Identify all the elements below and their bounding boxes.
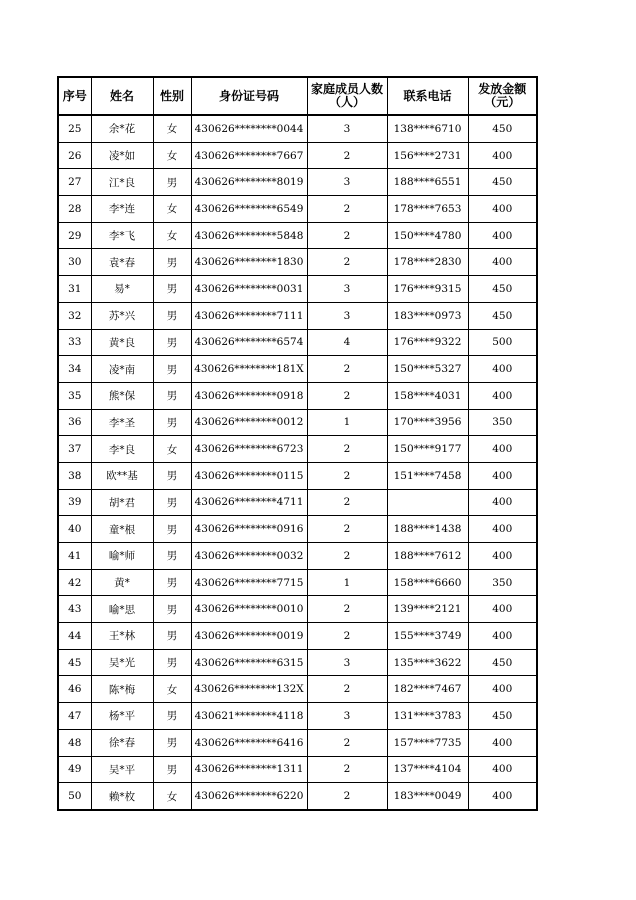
row-phone-cell: 158****6660 [387,569,468,596]
row-household-size-cell: 2 [307,623,387,650]
table-row [58,142,537,169]
row-gender-cell: 男 [153,516,191,543]
row-index-cell: 32 [58,302,91,329]
row-name-cell: 黄*良 [91,329,153,356]
row-id-number-cell: 430626********132X [191,676,307,703]
row-phone-cell: 138****6710 [387,115,468,142]
row-phone-cell: 170****3956 [387,409,468,436]
row-name-cell: 易* [91,276,153,303]
row-amount-cell: 400 [468,462,537,489]
row-name-cell: 苏*兴 [91,302,153,329]
row-amount-cell: 450 [468,169,537,196]
row-amount-cell: 350 [468,569,537,596]
table-row [58,489,537,516]
row-id-number-cell: 430626********6315 [191,649,307,676]
row-index-cell: 38 [58,462,91,489]
row-household-size-cell: 3 [307,169,387,196]
row-gender-cell: 女 [153,676,191,703]
table-row [58,356,537,383]
column-header-phone: 联系电话 [387,77,468,115]
row-amount-cell: 400 [468,489,537,516]
row-amount-cell: 400 [468,222,537,249]
roster-body [58,115,537,810]
row-amount-cell: 400 [468,382,537,409]
table-row [58,462,537,489]
table-row [58,756,537,783]
row-id-number-cell: 430626********0012 [191,409,307,436]
table-row [58,676,537,703]
row-index-cell: 31 [58,276,91,303]
row-gender-cell: 男 [153,543,191,570]
row-id-number-cell: 430626********0918 [191,382,307,409]
row-phone-cell: 137****4104 [387,756,468,783]
row-index-cell: 40 [58,516,91,543]
table-row [58,115,537,142]
row-phone-cell: 150****4780 [387,222,468,249]
row-id-number-cell: 430626********1311 [191,756,307,783]
row-gender-cell: 男 [153,756,191,783]
row-household-size-cell: 2 [307,222,387,249]
row-amount-cell: 450 [468,649,537,676]
table-row [58,543,537,570]
row-amount-cell: 400 [468,783,537,810]
row-name-cell: 杨*平 [91,703,153,730]
column-header-index: 序号 [58,77,91,115]
row-id-number-cell: 430626********181X [191,356,307,383]
row-phone-cell: 176****9315 [387,276,468,303]
row-name-cell: 童*根 [91,516,153,543]
row-amount-cell: 400 [468,356,537,383]
table-row [58,169,537,196]
row-household-size-cell: 2 [307,516,387,543]
row-gender-cell: 女 [153,142,191,169]
row-id-number-cell: 430626********0019 [191,623,307,650]
row-id-number-cell: 430621********4118 [191,703,307,730]
roster-table [57,76,538,811]
row-index-cell: 28 [58,196,91,223]
row-phone-cell: 150****5327 [387,356,468,383]
table-row [58,649,537,676]
row-gender-cell: 男 [153,729,191,756]
row-name-cell: 李*圣 [91,409,153,436]
row-household-size-cell: 2 [307,436,387,463]
row-phone-cell: 158****4031 [387,382,468,409]
row-phone-cell: 135****3622 [387,649,468,676]
row-id-number-cell: 430626********6220 [191,783,307,810]
row-household-size-cell: 2 [307,249,387,276]
table-row [58,222,537,249]
row-phone-cell: 178****2830 [387,249,468,276]
row-gender-cell: 男 [153,276,191,303]
row-phone-cell: 182****7467 [387,676,468,703]
row-amount-cell: 400 [468,756,537,783]
row-index-cell: 41 [58,543,91,570]
row-id-number-cell: 430626********6574 [191,329,307,356]
row-gender-cell: 男 [153,249,191,276]
row-household-size-cell: 3 [307,703,387,730]
row-household-size-cell: 2 [307,783,387,810]
row-id-number-cell: 430626********0044 [191,115,307,142]
table-row [58,409,537,436]
row-amount-cell: 400 [468,249,537,276]
row-amount-cell: 450 [468,302,537,329]
row-household-size-cell: 2 [307,382,387,409]
column-header-household-size: 家庭成员人数（人） [307,77,387,115]
row-amount-cell: 400 [468,676,537,703]
row-id-number-cell: 430626********0031 [191,276,307,303]
row-gender-cell: 男 [153,169,191,196]
row-index-cell: 27 [58,169,91,196]
row-amount-cell: 400 [468,196,537,223]
row-name-cell: 李*连 [91,196,153,223]
row-index-cell: 35 [58,382,91,409]
table-row [58,436,537,463]
table-row [58,596,537,623]
row-household-size-cell: 1 [307,569,387,596]
row-phone-cell: 151****7458 [387,462,468,489]
row-household-size-cell: 2 [307,596,387,623]
row-gender-cell: 男 [153,356,191,383]
row-id-number-cell: 430626********5848 [191,222,307,249]
row-phone-cell: 176****9322 [387,329,468,356]
row-phone-cell: 131****3783 [387,703,468,730]
table-row [58,302,537,329]
row-name-cell: 陈*梅 [91,676,153,703]
header-row [58,77,537,115]
row-id-number-cell: 430626********6549 [191,196,307,223]
row-gender-cell: 女 [153,783,191,810]
table-row [58,516,537,543]
row-name-cell: 黄* [91,569,153,596]
row-index-cell: 44 [58,623,91,650]
row-gender-cell: 男 [153,329,191,356]
row-amount-cell: 400 [468,436,537,463]
row-index-cell: 36 [58,409,91,436]
row-name-cell: 熊*保 [91,382,153,409]
row-id-number-cell: 430626********0916 [191,516,307,543]
row-amount-cell: 400 [468,516,537,543]
table-row [58,703,537,730]
row-name-cell: 凌*南 [91,356,153,383]
row-household-size-cell: 2 [307,356,387,383]
row-index-cell: 43 [58,596,91,623]
row-gender-cell: 男 [153,489,191,516]
row-id-number-cell: 430626********7667 [191,142,307,169]
row-index-cell: 45 [58,649,91,676]
table-row [58,623,537,650]
row-name-cell: 吴*平 [91,756,153,783]
row-index-cell: 39 [58,489,91,516]
row-name-cell: 吴*光 [91,649,153,676]
row-index-cell: 30 [58,249,91,276]
row-household-size-cell: 2 [307,729,387,756]
row-phone-cell: 157****7735 [387,729,468,756]
table-row [58,276,537,303]
row-index-cell: 47 [58,703,91,730]
row-name-cell: 李*飞 [91,222,153,249]
row-gender-cell: 男 [153,462,191,489]
row-phone-cell: 150****9177 [387,436,468,463]
row-name-cell: 余*花 [91,115,153,142]
row-gender-cell: 女 [153,436,191,463]
row-amount-cell: 400 [468,623,537,650]
column-header-gender: 性别 [153,77,191,115]
row-id-number-cell: 430626********7111 [191,302,307,329]
table-row [58,249,537,276]
row-amount-cell: 400 [468,729,537,756]
row-id-number-cell: 430626********6723 [191,436,307,463]
row-gender-cell: 女 [153,222,191,249]
row-name-cell: 喻*思 [91,596,153,623]
row-index-cell: 26 [58,142,91,169]
row-id-number-cell: 430626********4711 [191,489,307,516]
row-phone-cell: 188****6551 [387,169,468,196]
row-gender-cell: 女 [153,115,191,142]
column-header-id-number: 身份证号码 [191,77,307,115]
row-household-size-cell: 2 [307,543,387,570]
row-household-size-cell: 3 [307,302,387,329]
row-id-number-cell: 430626********8019 [191,169,307,196]
table-row [58,196,537,223]
row-phone-cell: 156****2731 [387,142,468,169]
row-amount-cell: 450 [468,703,537,730]
row-household-size-cell: 3 [307,649,387,676]
row-household-size-cell: 2 [307,142,387,169]
row-household-size-cell: 3 [307,115,387,142]
row-index-cell: 48 [58,729,91,756]
row-gender-cell: 男 [153,649,191,676]
row-amount-cell: 350 [468,409,537,436]
row-gender-cell: 男 [153,596,191,623]
row-name-cell: 李*良 [91,436,153,463]
row-id-number-cell: 430626********0115 [191,462,307,489]
row-household-size-cell: 1 [307,409,387,436]
column-header-amount: 发放金额（元） [468,77,537,115]
row-gender-cell: 男 [153,623,191,650]
row-index-cell: 29 [58,222,91,249]
row-household-size-cell: 4 [307,329,387,356]
row-index-cell: 34 [58,356,91,383]
row-phone-cell: 139****2121 [387,596,468,623]
row-amount-cell: 400 [468,142,537,169]
column-header-name: 姓名 [91,77,153,115]
row-index-cell: 25 [58,115,91,142]
row-gender-cell: 男 [153,569,191,596]
row-name-cell: 徐*春 [91,729,153,756]
row-phone-cell: 178****7653 [387,196,468,223]
row-id-number-cell: 430626********0032 [191,543,307,570]
row-amount-cell: 450 [468,115,537,142]
row-index-cell: 42 [58,569,91,596]
row-amount-cell: 450 [468,276,537,303]
row-household-size-cell: 2 [307,756,387,783]
row-name-cell: 袁*春 [91,249,153,276]
row-gender-cell: 男 [153,703,191,730]
row-name-cell: 欧**基 [91,462,153,489]
row-gender-cell: 男 [153,302,191,329]
row-household-size-cell: 2 [307,462,387,489]
row-household-size-cell: 2 [307,489,387,516]
row-name-cell: 赖*枚 [91,783,153,810]
row-index-cell: 50 [58,783,91,810]
row-id-number-cell: 430626********6416 [191,729,307,756]
row-index-cell: 49 [58,756,91,783]
row-index-cell: 46 [58,676,91,703]
row-household-size-cell: 2 [307,196,387,223]
row-name-cell: 江*良 [91,169,153,196]
row-name-cell: 凌*如 [91,142,153,169]
row-index-cell: 33 [58,329,91,356]
row-phone-cell: 188****7612 [387,543,468,570]
row-name-cell: 胡*君 [91,489,153,516]
table-row [58,783,537,810]
table-row [58,569,537,596]
row-id-number-cell: 430626********7715 [191,569,307,596]
row-phone-cell: 183****0973 [387,302,468,329]
row-household-size-cell: 2 [307,676,387,703]
row-name-cell: 喻*师 [91,543,153,570]
row-name-cell: 王*林 [91,623,153,650]
row-id-number-cell: 430626********1830 [191,249,307,276]
row-gender-cell: 男 [153,382,191,409]
table-row [58,329,537,356]
row-phone-cell: 188****1438 [387,516,468,543]
row-gender-cell: 男 [153,409,191,436]
row-phone-cell [387,489,468,516]
row-index-cell: 37 [58,436,91,463]
table-row [58,382,537,409]
row-amount-cell: 500 [468,329,537,356]
row-gender-cell: 女 [153,196,191,223]
row-phone-cell: 155****3749 [387,623,468,650]
row-phone-cell: 183****0049 [387,783,468,810]
row-household-size-cell: 3 [307,276,387,303]
table-row [58,729,537,756]
row-id-number-cell: 430626********0010 [191,596,307,623]
row-amount-cell: 400 [468,596,537,623]
row-amount-cell: 400 [468,543,537,570]
